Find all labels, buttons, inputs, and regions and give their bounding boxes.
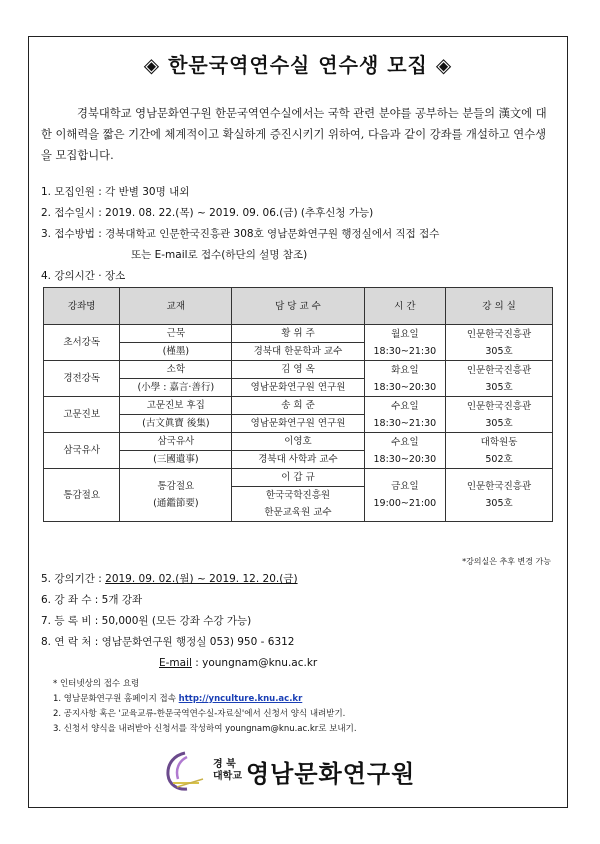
book-title: 삼국유사: [120, 433, 232, 451]
table-row: [44, 469, 553, 487]
item-recruit: 1. 모집인원 : 각 반별 30명 내외: [41, 186, 190, 198]
item-contact: 8. 연 락 처 : 영남문화연구원 행정실 053) 950 - 6312: [41, 636, 295, 648]
book-title: 소학: [120, 361, 232, 379]
class-room: 인문한국진흥관 305호: [446, 325, 553, 361]
room-change-note: *강의실은 추후 변경 가능: [462, 557, 551, 566]
guide-step-3: 3. 신청서 양식을 내려받아 신청서를 작성하여 youngnam@knu.ac.kr로 보내기.: [53, 724, 357, 734]
class-room: 대학원동 502호: [446, 433, 553, 469]
item-email: E-mail : youngnam@knu.ac.kr: [159, 657, 318, 669]
table-header-row: [44, 288, 553, 325]
item-lecture-period: 5. 강의기간 : 2019. 09. 02.(월) ~ 2019. 12. 20.(금): [41, 573, 298, 585]
guide-heading: * 인터넷상의 접수 요령: [53, 679, 140, 689]
item-course-count: 6. 강 좌 수 : 5개 강좌: [41, 594, 143, 606]
item-method: 3. 접수방법 : 경북대학교 인문한국진흥관 308호 영남문화연구원 행정실에서 직접 접수: [41, 228, 440, 240]
book-cell: 통감절요 (通鑑節要): [120, 469, 232, 522]
professor-title: 경북대 한문학과 교수: [232, 343, 364, 361]
header-room: 강 의 실: [446, 288, 553, 325]
header-course: 강좌명: [44, 288, 120, 325]
course-table: [43, 287, 553, 522]
course-name: 초서강독: [44, 325, 120, 361]
item-period: 2. 접수일시 : 2019. 08. 22.(목) ~ 2019. 09. 06.(금) (추후신청 가능): [41, 207, 374, 219]
professor-name: 이영호: [232, 433, 364, 451]
page-title: ◈ 한문국역연수실 연수생 모집 ◈: [143, 53, 453, 77]
table-row: [44, 361, 553, 379]
class-room: 인문한국진흥관 305호: [446, 397, 553, 433]
professor-name: 김 영 옥: [232, 361, 364, 379]
professor-name: 송 희 준: [232, 397, 364, 415]
professor-name: 이 갑 규: [232, 469, 364, 487]
book-title: 근묵: [120, 325, 232, 343]
course-name: 경전강독: [44, 361, 120, 397]
table-row: [44, 433, 553, 451]
class-time: 월요일 18:30~21:30: [364, 325, 445, 361]
professor-name: 황 위 주: [232, 325, 364, 343]
class-time: 수요일 18:30~20:30: [364, 433, 445, 469]
online-guide: [53, 677, 357, 737]
table-row: [44, 397, 553, 415]
class-room: 인문한국진흥관 305호: [446, 361, 553, 397]
book-hanja: (小學 : 嘉言·善行): [120, 379, 232, 397]
table-row: [44, 325, 553, 343]
logo-institute-name: 영남문화연구원: [245, 759, 416, 788]
book-title: 고문진보 후집: [120, 397, 232, 415]
class-time: 화요일 18:30~20:30: [364, 361, 445, 397]
class-room: 인문한국진흥관 305호: [446, 469, 553, 522]
item-method-cont: 또는 E-mail로 접수(하단의 설명 참조): [131, 249, 308, 261]
header-time: 시 간: [364, 288, 445, 325]
header-professor: 담 당 교 수: [232, 288, 364, 325]
header-book: 교재: [120, 288, 232, 325]
professor-title: 영남문화연구원 연구원: [232, 379, 364, 397]
guide-step-1: 1. 영남문화연구원 홈페이지 접속 http://ynculture.knu.ac.kr: [53, 694, 303, 704]
class-time: 금요일 19:00~21:00: [364, 469, 445, 522]
notice-frame: [28, 36, 568, 808]
info-list-2: [41, 569, 317, 674]
professor-title: 한국국학진흥원 한문교육원 교수: [232, 487, 364, 522]
intro-paragraph: 경북대학교 영남문화연구원 한문국역연수실에서는 국학 관련 분야를 공부하는 분들의 漢文에 대한 이해력을 짧은 기간에 체계적이고 확실하게 증진시키기 위하여, 다음과 같이 강좌를 개설하고 연수생을 모집합니다.: [41, 107, 547, 162]
book-hanja: (三國遺事): [120, 451, 232, 469]
course-name: 고문진보: [44, 397, 120, 433]
book-hanja: (古文眞寶 後集): [120, 415, 232, 433]
course-name: 통감절요: [44, 469, 120, 522]
logo-university: 경 북 대학교: [213, 759, 242, 782]
info-list: [41, 182, 439, 287]
homepage-link[interactable]: http://ynculture.knu.ac.kr: [178, 694, 303, 704]
professor-title: 영남문화연구원 연구원: [232, 415, 364, 433]
book-hanja: (槿墨): [120, 343, 232, 361]
course-name: 삼국유사: [44, 433, 120, 469]
item-fee: 7. 등 록 비 : 50,000원 (모든 강좌 수강 가능): [41, 615, 252, 627]
institute-logo: [159, 749, 415, 793]
guide-step-2: 2. 공지사항 혹은 '교육교류-한문국역연수실-자료실'에서 신청서 양식 내려받기.: [53, 709, 346, 719]
professor-title: 경북대 사학과 교수: [232, 451, 364, 469]
logo-emblem-icon: [159, 749, 211, 793]
item-schedule: 4. 강의시간 · 장소: [41, 270, 126, 282]
class-time: 수요일 18:30~21:30: [364, 397, 445, 433]
